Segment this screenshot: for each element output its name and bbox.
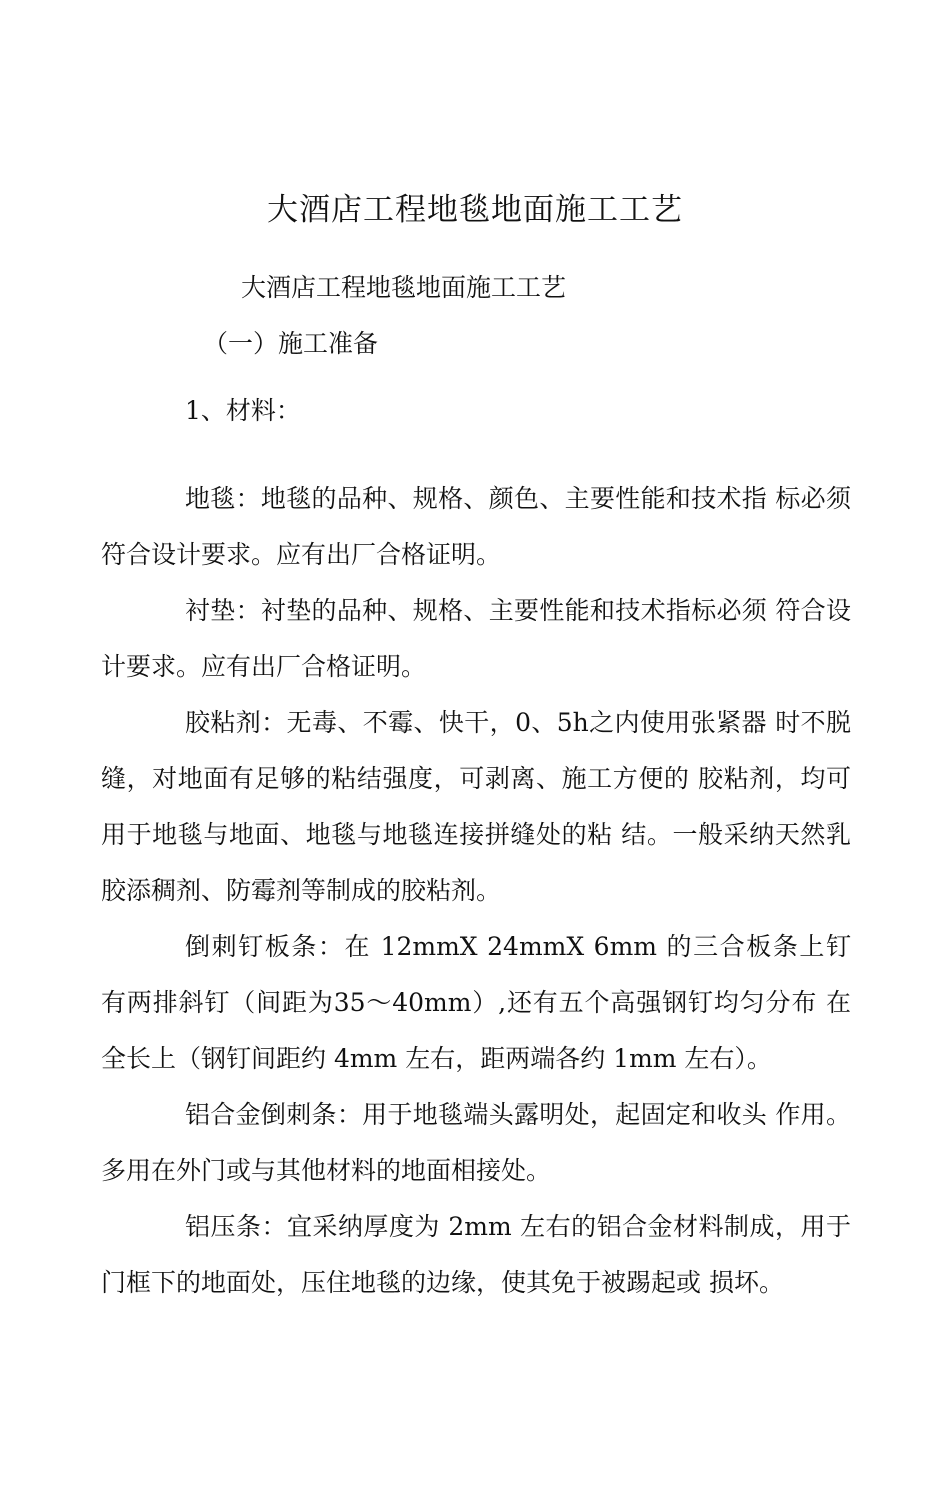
paragraph-aluminum-barb-strip: 铝合金倒刺条：用于地毯端头露明处，起固定和收头 作用。多用在外门或与其他材料的地面相接处。 [101, 1100, 851, 1185]
document-body [101, 471, 851, 1311]
paragraph-aluminum-press-strip: 铝压条：宜采纳厚度为 2mm 左右的铝合金材料制成，用于门框下的地面处，压住地毯的边缘，使其免于被踢起或 损坏。 [101, 1212, 851, 1297]
materials-heading: 1、材料： [185, 396, 301, 425]
paragraph-tack-strip: 倒刺钉板条：在 12mmX 24mmX 6mm 的三合板条上钉 有两排斜钉（间距为35〜40mm）,还有五个高强钢钉均匀分布 在全长上（钢钉间距约 4mm 左右，距两端各约 1mm 左右）。 [101, 932, 851, 1073]
document-subtitle: 大酒店工程地毯地面施工工艺 [241, 273, 567, 302]
paragraph-underlay: 衬垫：衬垫的品种、规格、主要性能和技术指标必须 符合设计要求。应有出厂合格证明。 [101, 596, 851, 681]
paragraph-carpet: 地毯：地毯的品种、规格、颜色、主要性能和技术指 标必须符合设计要求。应有出厂合格证明。 [101, 484, 851, 569]
section-heading: （一）施工准备 [203, 329, 379, 358]
document-title: 大酒店工程地毯地面施工工艺 [267, 192, 683, 228]
paragraph-adhesive: 胶粘剂：无毒、不霉、快干，0、5h之内使用张紧器 时不脱缝，对地面有足够的粘结强度，可剥离、施工方便的 胶粘剂，均可用于地毯与地面、地毯与地毯连接拼缝处的粘 结。一般采纳天然乳胶添稠剂、防霉剂等制成的胶粘剂。 [101, 708, 851, 905]
